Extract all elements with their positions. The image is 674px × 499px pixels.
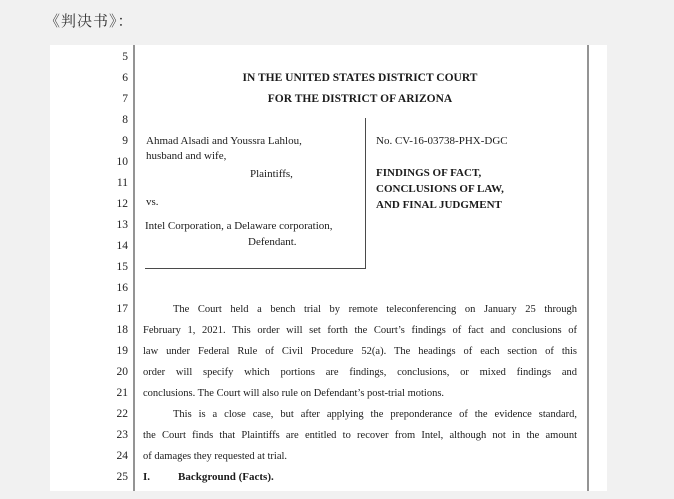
line-number: 19 (116, 345, 128, 357)
plaintiff-description: husband and wife, (146, 150, 227, 162)
line-number: 11 (116, 177, 128, 189)
line-number: 10 (116, 156, 128, 168)
line-number: 20 (116, 366, 128, 378)
body-text-line: conclusions. The Court will also rule on Defendant’s post-trial motions. (143, 388, 445, 399)
body-text-line: February 1, 2021. This order will set forth the Court’s findings of fact and conclusions of (143, 325, 577, 336)
pleading-left-rule (133, 45, 135, 491)
defendant-role-label: Defendant. (248, 236, 297, 248)
line-number: 15 (116, 261, 128, 273)
line-number: 24 (116, 450, 128, 462)
order-title-line3: AND FINAL JUDGMENT (376, 199, 502, 211)
versus-label: vs. (146, 196, 159, 208)
body-text-line: The Court held a bench trial by remote teleconferencing on January 25 through (173, 304, 577, 315)
caption-bottom-line (145, 268, 366, 269)
plaintiff-names: Ahmad Alsadi and Youssra Lahlou, (146, 135, 302, 147)
court-name-line1: IN THE UNITED STATES DISTRICT COURT (242, 72, 478, 84)
order-title (376, 165, 504, 213)
line-number: 22 (116, 408, 128, 420)
line-number: 25 (116, 471, 128, 483)
section-heading (143, 467, 274, 488)
defendant-name: Intel Corporation, a Delaware corporation, (145, 220, 333, 232)
body-paragraph-1 (143, 299, 577, 404)
body-text-line: the Court finds that Plaintiffs are entitled to recover from Intel, although not in the amount (143, 430, 577, 441)
line-number: 23 (116, 429, 128, 441)
body-paragraph-2 (143, 404, 577, 467)
body-text-line: of damages they requested at trial. (143, 451, 288, 462)
section-title: Background (Facts). (178, 471, 274, 483)
body-text-line: order will specify which portions are findings, conclusions, or mixed findings and (143, 367, 577, 378)
plaintiff-role-label: Plaintiffs, (250, 168, 293, 180)
order-title-line2: CONCLUSIONS OF LAW, (376, 183, 504, 195)
caption-divider-line (365, 118, 366, 269)
line-number: 12 (116, 198, 128, 210)
line-number: 13 (116, 219, 128, 231)
judgment-label: 《判决书》： (45, 12, 134, 30)
line-number: 16 (116, 282, 128, 294)
line-number: 9 (122, 135, 128, 147)
line-number: 17 (116, 303, 128, 315)
case-number: No. CV-16-03738-PHX-DGC (376, 135, 508, 147)
line-number: 21 (116, 387, 128, 399)
line-number: 14 (116, 240, 128, 252)
line-number-column (50, 47, 128, 488)
body-text-line: This is a close case, but after applying the preponderance of the evidence standard, (173, 409, 577, 420)
pleading-right-rule (587, 45, 589, 491)
court-name-line2: FOR THE DISTRICT OF ARIZONA (267, 93, 453, 105)
line-number: 7 (122, 93, 128, 105)
line-number: 6 (122, 72, 128, 84)
line-number: 8 (122, 114, 128, 126)
body-text-line: law under Federal Rule of Civil Procedure 52(a). The headings of each section of this (143, 346, 577, 357)
order-title-line1: FINDINGS OF FACT, (376, 167, 482, 179)
line-number: 18 (116, 324, 128, 336)
court-document-page (50, 45, 607, 491)
line-number: 5 (122, 51, 128, 63)
section-number: I. (143, 471, 151, 483)
